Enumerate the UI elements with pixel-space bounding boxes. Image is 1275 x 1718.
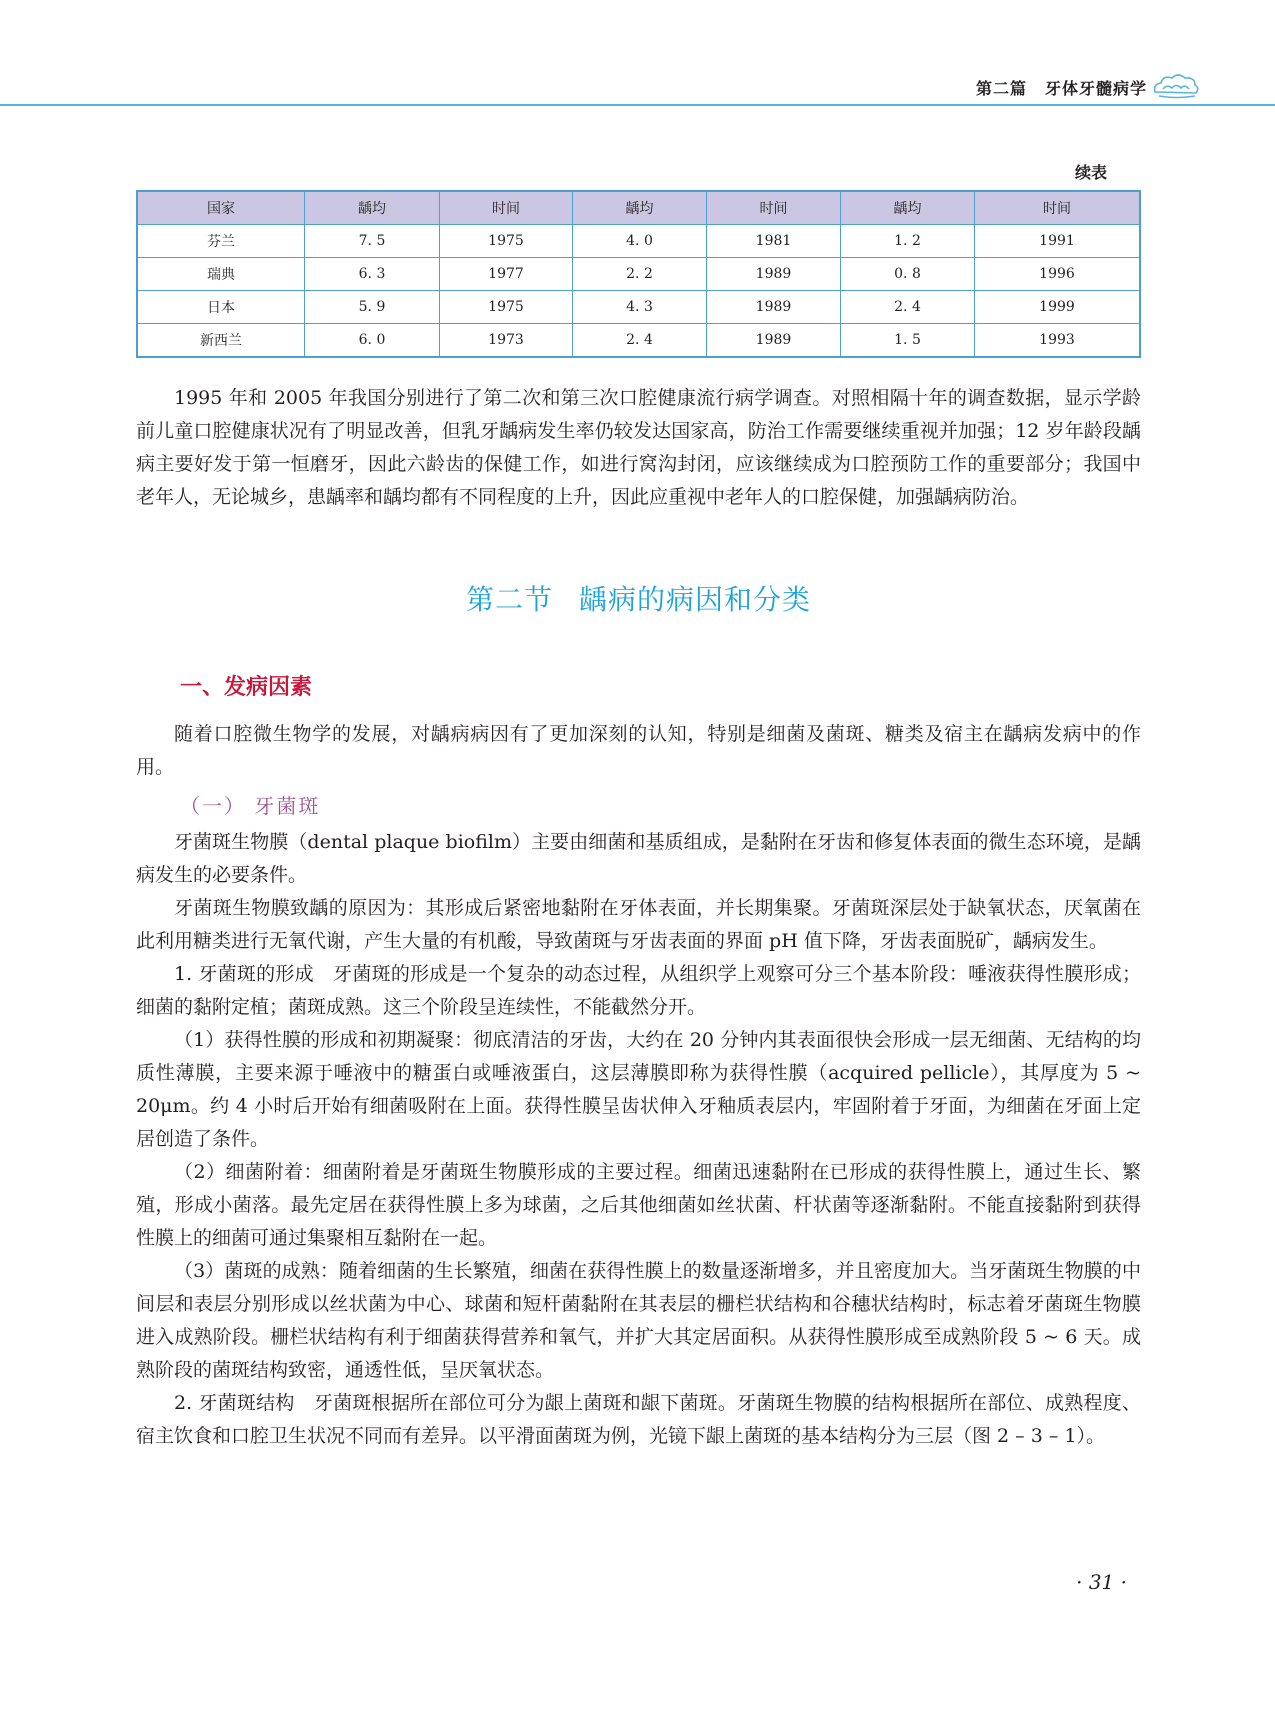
table-row <box>137 258 1140 291</box>
table-cell: 1991 <box>975 225 1141 258</box>
table-cell: 1. 2 <box>841 225 975 258</box>
intro-paragraph: 1995 年和 2005 年我国分别进行了第二次和第三次口腔健康流行病学调查。对照相隔十年的调查数据，显示学龄前儿童口腔健康状况有了明显改善，但乳牙龋病发生率仍较发达国家高，防治工作需要继续重视并加强；12 岁年龄段龋病主要好发于第一恒磨牙，因此六龄齿的保健工作，如进行窝沟封闭，应该继续成为口腔预防工作的重要部分；我国中老年人，无论城乡，患龋率和龋均都有不同程度的上升，因此应重视中老年人的口腔保健，加强龋病防治。 <box>136 387 1141 508</box>
table-header-row <box>137 191 1140 225</box>
body-paragraph: （3）菌斑的成熟：随着细菌的生长繁殖，细菌在获得性膜上的数量逐渐增多，并且密度加大。当牙菌斑生物膜的中间层和表层分别形成以丝状菌为中心、球菌和短杆菌黏附在其表层的栅栏状结构和谷穗状结构时，标志着牙菌斑生物膜进入成熟阶段。栅栏状结构有利于细菌获得营养和氧气，并扩大其定居面积。从获得性膜形成至成熟阶段 5 ~ 6 天。成熟阶段的菌斑结构致密，通透性低，呈厌氧状态。 <box>136 1260 1141 1381</box>
table-cell: 2. 4 <box>573 324 707 358</box>
main-body <box>136 826 1141 1453</box>
table-row <box>137 324 1140 358</box>
column-header: 国家 <box>137 191 305 225</box>
table-cell: 瑞典 <box>137 258 305 291</box>
table-cell: 1999 <box>975 291 1141 324</box>
column-header: 龋均 <box>305 191 440 225</box>
table-cell: 1973 <box>440 324 573 358</box>
table-cell: 1981 <box>707 225 841 258</box>
table-cell: 4. 3 <box>573 291 707 324</box>
table-cell: 1989 <box>707 258 841 291</box>
table-cell: 1977 <box>440 258 573 291</box>
body-paragraph: 2. 牙菌斑结构 牙菌斑根据所在部位可分为龈上菌斑和龈下菌斑。牙菌斑生物膜的结构根据所在部位、成熟程度、宿主饮食和口腔卫生状况不同而有差异。以平滑面菌斑为例，光镜下龈上菌斑的基本结构分为三层（图 2 – 3 – 1）。 <box>136 1392 1141 1447</box>
table-cell: 6. 3 <box>305 258 440 291</box>
factors-block <box>136 718 1141 784</box>
column-header: 时间 <box>975 191 1141 225</box>
intro-block <box>136 382 1141 514</box>
body-paragraph: 1. 牙菌斑的形成 牙菌斑的形成是一个复杂的动态过程，从组织学上观察可分三个基本阶段：唾液获得性膜形成；细菌的黏附定植；菌斑成熟。这三个阶段呈连续性，不能截然分开。 <box>136 963 1141 1018</box>
section-title <box>136 578 1141 618</box>
table-cell: 6. 0 <box>305 324 440 358</box>
factors-paragraph: 随着口腔微生物学的发展，对龋病病因有了更加深刻的认知，特别是细菌及菌斑、糖类及宿主在龋病发病中的作用。 <box>136 723 1141 778</box>
part-title: 牙体牙髓病学 <box>1044 79 1147 98</box>
table-cell: 1996 <box>975 258 1141 291</box>
table-cell: 新西兰 <box>137 324 305 358</box>
table-cell: 2. 2 <box>573 258 707 291</box>
body-paragraph: （1）获得性膜的形成和初期凝聚：彻底清洁的牙齿，大约在 20 分钟内其表面很快会形成一层无细菌、无结构的均质性薄膜，主要来源于唾液中的糖蛋白或唾液蛋白，这层薄膜即称为获得性膜（acquired pellicle），其厚度为 5 ~ 20μm。约 4 小时后开始有细菌吸附在上面。获得性膜呈齿状伸入牙釉质表层内，牢固附着于牙面，为细菌在牙面上定居创造了条件。 <box>136 1029 1141 1150</box>
table-caption: 续表 <box>1074 163 1107 182</box>
table-row <box>137 225 1140 258</box>
heading-causes: 一、发病因素 <box>180 675 313 700</box>
section-number: 第二节 <box>465 583 553 616</box>
table-row <box>137 291 1140 324</box>
table-cell: 1. 5 <box>841 324 975 358</box>
section-name: 龋病的病因和分类 <box>579 583 812 616</box>
body-paragraph: 牙菌斑生物膜（dental plaque biofilm）主要由细菌和基质组成，是黏附在牙齿和修复体表面的微生态环境，是龋病发生的必要条件。 <box>136 831 1141 886</box>
table-cell: 4. 0 <box>573 225 707 258</box>
column-header: 龋均 <box>841 191 975 225</box>
header-rule <box>0 104 1275 106</box>
body-paragraph: （2）细菌附着：细菌附着是牙菌斑生物膜形成的主要过程。细菌迅速黏附在已形成的获得性膜上，通过生长、繁殖，形成小菌落。最先定居在获得性膜上多为球菌，之后其他细菌如丝状菌、杆状菌等逐渐黏附。不能直接黏附到获得性膜上的细菌可通过集聚相互黏附在一起。 <box>136 1161 1141 1249</box>
body-paragraph: 牙菌斑生物膜致龋的原因为：其形成后紧密地黏附在牙体表面，并长期集聚。牙菌斑深层处于缺氧状态，厌氧菌在此利用糖类进行无氧代谢，产生大量的有机酸，导致菌斑与牙齿表面的界面 pH 值下降，牙齿表面脱矿，龋病发生。 <box>136 897 1141 952</box>
running-header <box>976 76 1147 99</box>
page-number: · 31 · <box>1076 1570 1127 1594</box>
table-cell: 1993 <box>975 324 1141 358</box>
cloud-ornament-icon <box>1151 70 1201 100</box>
table-cell: 1989 <box>707 291 841 324</box>
column-header: 时间 <box>440 191 573 225</box>
table-cell: 1989 <box>707 324 841 358</box>
column-header: 时间 <box>707 191 841 225</box>
column-header: 龋均 <box>573 191 707 225</box>
table-cell: 1975 <box>440 291 573 324</box>
caries-table <box>136 190 1141 358</box>
table-cell: 1975 <box>440 225 573 258</box>
table-cell: 2. 4 <box>841 291 975 324</box>
table-cell: 0. 8 <box>841 258 975 291</box>
table-cell: 日本 <box>137 291 305 324</box>
table-cell: 芬兰 <box>137 225 305 258</box>
table-cell: 7. 5 <box>305 225 440 258</box>
heading-plaque: （一） 牙菌斑 <box>180 794 321 818</box>
table-cell: 5. 9 <box>305 291 440 324</box>
part-label: 第二篇 <box>975 79 1027 98</box>
